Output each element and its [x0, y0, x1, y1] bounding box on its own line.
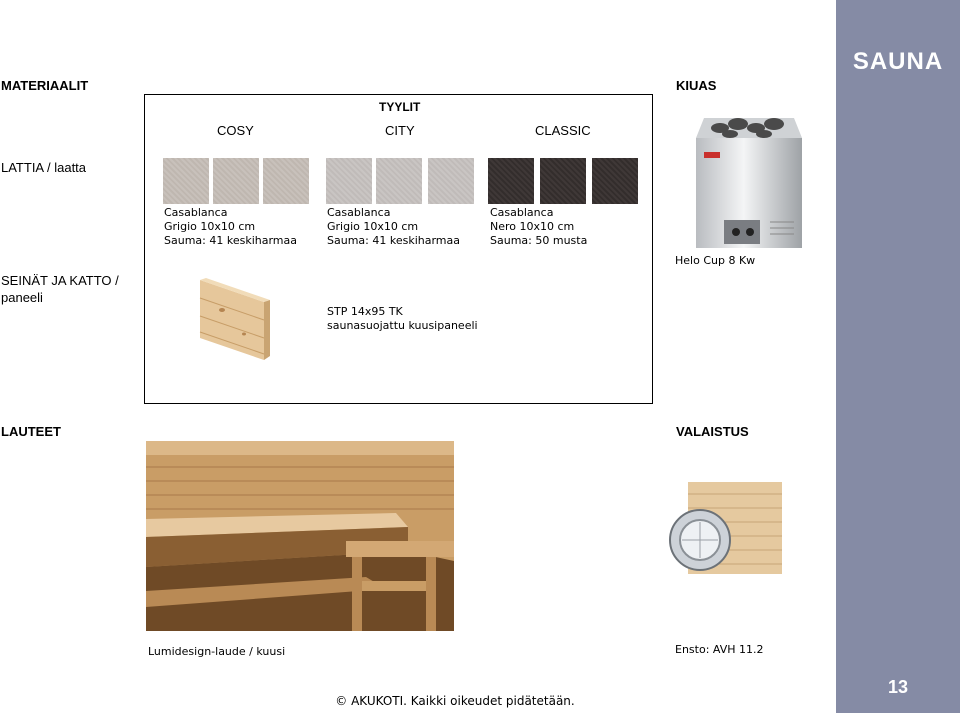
tile-caption-cosy — [164, 206, 297, 248]
style-cosy: COSY — [217, 123, 254, 138]
row-walls-label-1: SEINÄT JA KATTO / — [1, 273, 119, 288]
tile-swatch-city — [326, 158, 372, 204]
tile-grout: Sauma: 41 keskiharmaa — [327, 234, 460, 247]
page-number: 13 — [887, 677, 909, 697]
panel-code: STP 14x95 TK — [327, 305, 403, 318]
tile-swatch-city — [376, 158, 422, 204]
tile-swatch-cosy — [213, 158, 259, 204]
tile-size: Nero 10x10 cm — [490, 220, 575, 233]
tile-swatch-city — [428, 158, 474, 204]
sauna-bench-image — [146, 441, 454, 631]
tile-swatch-cosy — [163, 158, 209, 204]
sidebar — [836, 0, 960, 713]
sauna-light-image — [668, 478, 786, 578]
tile-caption-city — [327, 206, 460, 248]
tile-name: Casablanca — [490, 206, 554, 219]
tile-grout: Sauma: 50 musta — [490, 234, 588, 247]
panel-description: saunasuojattu kuusipaneeli — [327, 319, 478, 332]
section-materiaalit: MATERIAALIT — [1, 78, 89, 93]
style-city: CITY — [385, 123, 415, 138]
panel-caption — [327, 305, 478, 333]
tile-name: Casablanca — [164, 206, 228, 219]
heater-caption: Helo Cup 8 Kw — [675, 254, 756, 267]
tile-size: Grigio 10x10 cm — [327, 220, 419, 233]
tile-swatch-cosy — [263, 158, 309, 204]
row-floor-label: LATTIA / laatta — [1, 160, 87, 175]
section-lauteet: LAUTEET — [1, 424, 61, 439]
row-walls-label-2: paneeli — [1, 290, 43, 305]
footer-copyright: © AKUKOTI. Kaikki oikeudet pidätetään. — [335, 694, 575, 708]
styles-heading: TYYLIT — [379, 100, 421, 114]
tile-swatch-classic — [540, 158, 586, 204]
sauna-heater-image — [690, 108, 808, 250]
bench-caption: Lumidesign-laude / kuusi — [148, 645, 286, 658]
tile-name: Casablanca — [327, 206, 391, 219]
wall-panel-image — [192, 276, 272, 362]
sidebar-title: SAUNA — [852, 48, 944, 75]
tile-size: Grigio 10x10 cm — [164, 220, 256, 233]
tile-grout: Sauma: 41 keskiharmaa — [164, 234, 297, 247]
section-valaistus: VALAISTUS — [676, 424, 749, 439]
tile-caption-classic — [490, 206, 587, 248]
section-kiuas: KIUAS — [676, 78, 717, 93]
light-caption: Ensto: AVH 11.2 — [675, 643, 764, 656]
tile-swatch-classic — [592, 158, 638, 204]
tile-swatch-classic — [488, 158, 534, 204]
style-classic: CLASSIC — [535, 123, 591, 138]
